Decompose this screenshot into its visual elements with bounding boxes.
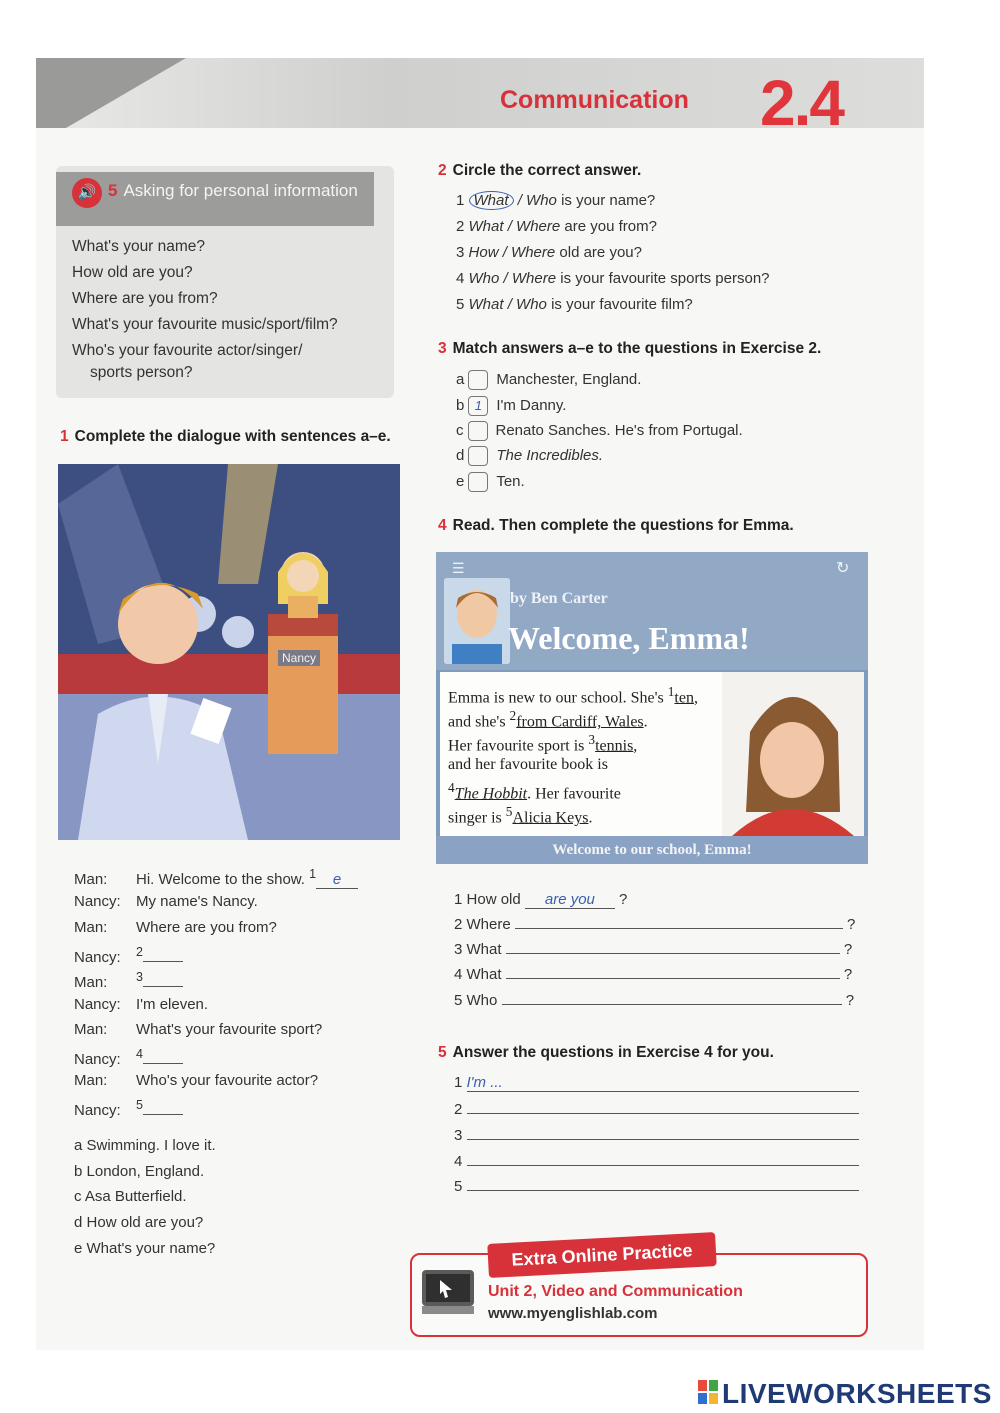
dialogue-blank-2[interactable] xyxy=(143,961,183,962)
ex3-item: a Manchester, England. xyxy=(456,370,641,390)
option-item: c Asa Butterfield. xyxy=(74,1188,187,1205)
dialogue-line: Man: Where are you from? xyxy=(74,919,277,936)
ex3-item: d The Incredibles. xyxy=(456,446,603,466)
ex2-item: 1 What / Who is your name? xyxy=(456,192,656,209)
ex5-line: 2 xyxy=(454,1099,859,1118)
ex5-line: 1 I'm ... xyxy=(454,1074,859,1092)
blog-line: and her favourite book is xyxy=(448,756,608,773)
dialogue-blank-4[interactable] xyxy=(143,1063,183,1064)
emma-photo-svg xyxy=(722,672,864,836)
dialogue-blank-1[interactable]: e xyxy=(316,871,358,889)
ex2-item: 2 What / Where are you from? xyxy=(456,218,657,235)
ex1-heading: 1 Complete the dialogue with sentences a–e. xyxy=(60,428,391,445)
option-item: a Swimming. I love it. xyxy=(74,1137,216,1154)
ex3-item: b 1 I'm Danny. xyxy=(456,396,566,416)
section-title: Communication xyxy=(500,86,689,114)
blog-line: $^4$The Hobbit. Her favourite xyxy=(448,780,621,803)
dialogue-line: Nancy: $^2$ xyxy=(74,945,183,966)
ben-photo xyxy=(444,578,510,664)
ex3-answer-box[interactable] xyxy=(468,446,488,466)
ex2-option-b[interactable]: Who xyxy=(526,192,557,209)
dialogue-line: Man: $^3$ xyxy=(74,970,183,991)
refresh-icon: ↻ xyxy=(836,560,850,577)
option-item: e What's your name? xyxy=(74,1240,216,1257)
ex2-option-a[interactable]: Who xyxy=(468,270,500,287)
blog-line: Her favourite sport is $^3$tennis, xyxy=(448,732,638,755)
blog-title: Welcome, Emma! xyxy=(508,620,750,656)
ex2-option-b[interactable]: Where xyxy=(511,244,556,261)
ex4-answer-2[interactable] xyxy=(515,928,843,929)
emma-photo xyxy=(722,672,864,836)
ex2-item: 5 What / Who is your favourite film? xyxy=(456,296,693,313)
dialogue-line: Nancy: $^4$ xyxy=(74,1047,183,1068)
phrase-item: Who's your favourite actor/singer/ xyxy=(72,342,303,359)
blog-line: singer is $^5$Alicia Keys. xyxy=(448,804,593,827)
ex5-line: 3 xyxy=(454,1125,859,1144)
dialogue-line: Nancy: $^5$ xyxy=(74,1098,183,1119)
ex2-option-b[interactable]: Who xyxy=(516,296,547,313)
phrase-item: How old are you? xyxy=(72,264,193,281)
ex5-line: 5 xyxy=(454,1176,859,1195)
ex2-option-a[interactable]: What xyxy=(468,296,504,313)
ex3-answer-box[interactable] xyxy=(468,421,488,441)
unit-number: 2.4 xyxy=(760,67,843,139)
ex2-option-a[interactable]: How xyxy=(468,244,499,261)
game-show-illustration-svg xyxy=(58,464,400,840)
ex5-heading: 5 Answer the questions in Exercise 4 for you. xyxy=(438,1044,774,1061)
dialogue-line: Nancy: My name's Nancy. xyxy=(74,893,258,910)
ex2-option-b[interactable]: Where xyxy=(511,270,557,287)
ex4-question: 1 How old are you ? xyxy=(454,891,628,908)
ex5-answer-1[interactable]: I'm ... xyxy=(467,1074,859,1092)
option-item: d How old are you? xyxy=(74,1214,204,1231)
ex2-option-a[interactable]: What xyxy=(468,218,504,235)
ex4-answer-4[interactable] xyxy=(506,978,840,979)
blog-line: Emma is new to our school. She's $^1$ten, xyxy=(448,684,698,707)
laptop-icon-svg xyxy=(422,1270,474,1316)
ex4-question: 2 Where ? xyxy=(454,916,856,933)
ex3-heading: 3 Match answers a–e to the questions in Exercise 2. xyxy=(438,340,822,357)
phrase-box-title: 5 Asking for personal information xyxy=(108,181,358,200)
phrase-item: sports person? xyxy=(90,364,193,381)
dialogue-blank-3[interactable] xyxy=(143,986,183,987)
ex2-item: 3 How / Where old are you? xyxy=(456,244,642,261)
extra-practice-title: Unit 2, Video and Communication xyxy=(488,1283,743,1300)
ex3-answer-box[interactable] xyxy=(468,370,488,390)
blog-byline: by Ben Carter xyxy=(510,590,608,607)
audio-speaker-icon[interactable]: 🔊 xyxy=(72,178,102,208)
ex4-answer-1[interactable]: are you xyxy=(525,891,615,909)
ex4-question: 5 Who ? xyxy=(454,992,855,1009)
laptop-icon xyxy=(422,1270,474,1306)
dialogue-line: Man: What's your favourite sport? xyxy=(74,1021,323,1038)
blog-footer: Welcome to our school, Emma! xyxy=(436,836,868,864)
liveworksheets-watermark: LIVEWORKSHEETS xyxy=(722,1378,992,1409)
dialogue-blank-5[interactable] xyxy=(143,1114,183,1115)
ex5-line: 4 xyxy=(454,1151,859,1170)
game-show-illustration xyxy=(58,464,400,840)
ex4-question: 3 What ? xyxy=(454,941,853,958)
phrase-item: What's your favourite music/sport/film? xyxy=(72,316,338,333)
dialogue-line: Man: Who's your favourite actor? xyxy=(74,1072,319,1089)
blog-line: and she's $^2$from Cardiff, Wales. xyxy=(448,708,648,731)
ex5-answer-5[interactable] xyxy=(467,1176,859,1191)
ex3-answer-box[interactable] xyxy=(468,472,488,492)
ex5-answer-2[interactable] xyxy=(467,1099,859,1114)
dialogue-line: Man: Hi. Welcome to the show. $^1$ e xyxy=(74,867,358,889)
ex3-item: c Renato Sanches. He's from Portugal. xyxy=(456,421,743,441)
extra-practice-url[interactable]: www.myenglishlab.com xyxy=(488,1305,658,1322)
phrase-item: Where are you from? xyxy=(72,290,218,307)
ex5-answer-3[interactable] xyxy=(467,1125,859,1140)
ex3-item: e Ten. xyxy=(456,472,525,492)
menu-icon: ☰ xyxy=(452,560,465,576)
ex2-option-a[interactable]: What xyxy=(469,191,514,210)
ben-photo-svg xyxy=(444,578,510,664)
ex2-item: 4 Who / Where is your favourite sports person? xyxy=(456,270,770,287)
ex2-heading: 2 Circle the correct answer. xyxy=(438,162,642,179)
liveworksheets-logo-icon xyxy=(698,1380,718,1404)
ex4-heading: 4 Read. Then complete the questions for Emma. xyxy=(438,517,794,534)
ex4-answer-3[interactable] xyxy=(506,953,840,954)
liveworksheets-logo-icon-svg xyxy=(698,1380,718,1404)
phrase-item: What's your name? xyxy=(72,238,206,255)
ex4-answer-5[interactable] xyxy=(502,1004,842,1005)
option-item: b London, England. xyxy=(74,1163,205,1180)
ex3-answer-box[interactable]: 1 xyxy=(468,396,488,416)
nancy-podium-label: Nancy xyxy=(278,650,320,666)
ex5-answer-4[interactable] xyxy=(467,1151,859,1166)
ex4-question: 4 What ? xyxy=(454,966,853,983)
extra-practice-tag: Extra Online Practice xyxy=(487,1232,716,1278)
dialogue-line: Nancy: I'm eleven. xyxy=(74,996,209,1013)
ex2-option-b[interactable]: Where xyxy=(516,218,561,235)
